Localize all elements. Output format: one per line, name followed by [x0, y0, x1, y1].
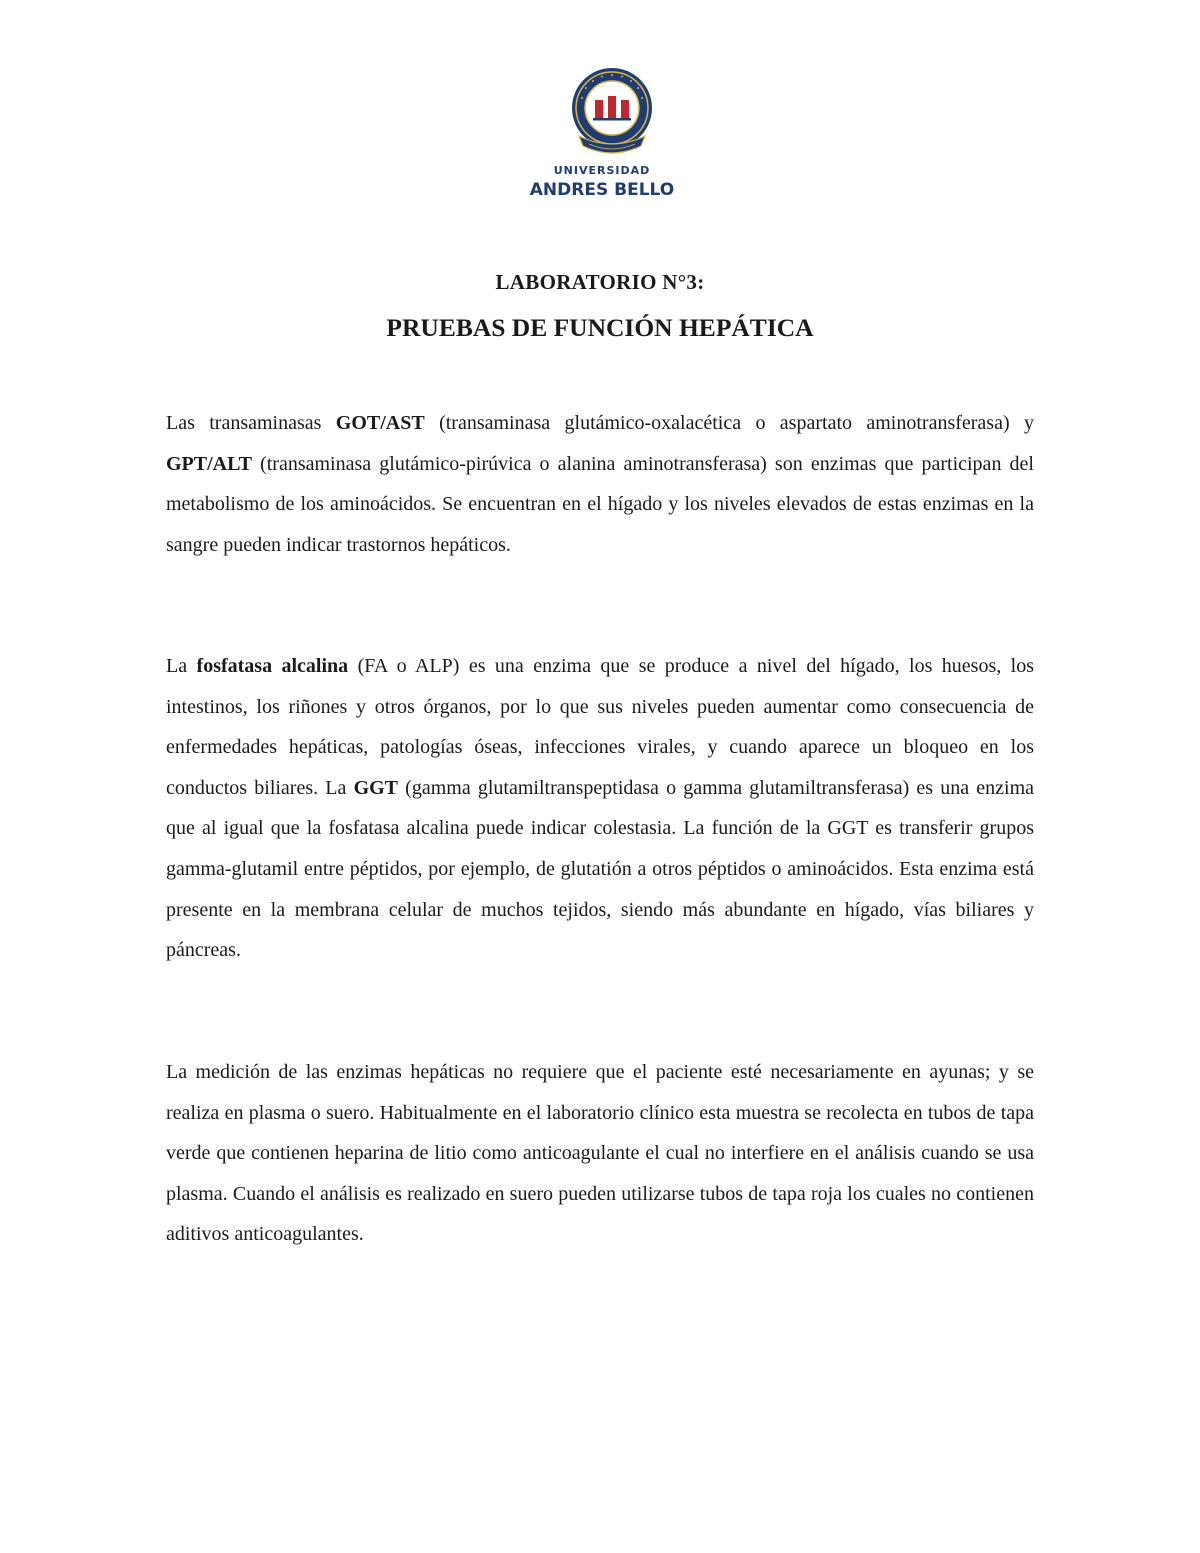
paragraph-text: (FA o ALP) es una enzima que se produce a nivel del hígado, los huesos, los intestinos, los riñones y otros órganos, por lo que sus niveles pueden aumentar como consecuencia de enfermedades hepáticas, patologías óseas, infecciones virales, y cuando aparece un bloqueo en los conductos biliares. La — [166, 655, 1035, 799]
paragraph-text: (transaminasa glutámico-pirúvica o alanina aminotransferasa) son enzimas que participan del metabolismo de los aminoácidos. Se encuentran en el hígado y los niveles elevados de estas enzimas en la sangre pueden indicar trastornos hepáticos. — [166, 452, 1034, 556]
logo-university-label: UNIVERSIDAD — [553, 164, 651, 177]
logo-university-name: ANDRES BELLO — [529, 180, 675, 200]
bold-term-got-ast: GOT/AST — [335, 412, 425, 434]
paragraph-alkaline-phosphatase — [166, 646, 1034, 971]
paragraph-measurement — [166, 1052, 1034, 1255]
paragraph-text: Las transaminasas — [166, 412, 336, 434]
lab-number-heading: LABORATORIO N°3: — [495, 270, 705, 294]
university-logo — [520, 62, 680, 212]
paragraph-text: (gamma glutamiltranspeptidasa o gamma glutamiltransferasa) es una enzima que al igual que la fosfatasa alcalina puede indicar colestasia. La función de la GGT es transferir grupos gamma-glutamil entre péptidos, por ejemplo, de glutatión a otros péptidos o aminoácidos. Esta enzima está presente en la membrana celular de muchos tejidos, siendo más abundante en hígado, vías biliares y páncreas. — [166, 776, 1035, 962]
bold-term-ggt: GGT — [353, 776, 399, 799]
bold-term-gpt-alt: GPT/ALT — [166, 452, 252, 475]
university-seal-icon — [569, 62, 655, 162]
paragraph-transaminases — [166, 403, 1034, 565]
paragraph-text: La — [166, 655, 197, 677]
paragraph-text: (transaminasa glutámico-oxalacética o aspartato aminotransferasa) y — [424, 412, 1034, 434]
bold-term-fosfatasa-alcalina: fosfatasa alcalina — [196, 655, 349, 677]
page-title: PRUEBAS DE FUNCIÓN HEPÁTICA — [386, 313, 814, 342]
paragraph-text: La medición de las enzimas hepáticas no requiere que el paciente esté necesariamente en ayunas; y se realiza en plasma o suero. Habitualmente en el laboratorio clínico esta muestra se recolecta en tubos de tapa verde que contienen heparina de litio como anticoagulante el cual no interfiere en el análisis cuando se usa plasma. Cuando el análisis es realizado en suero pueden utilizarse tubos de tapa roja los cuales no contienen aditivos anticoagulantes. — [166, 1061, 1034, 1246]
